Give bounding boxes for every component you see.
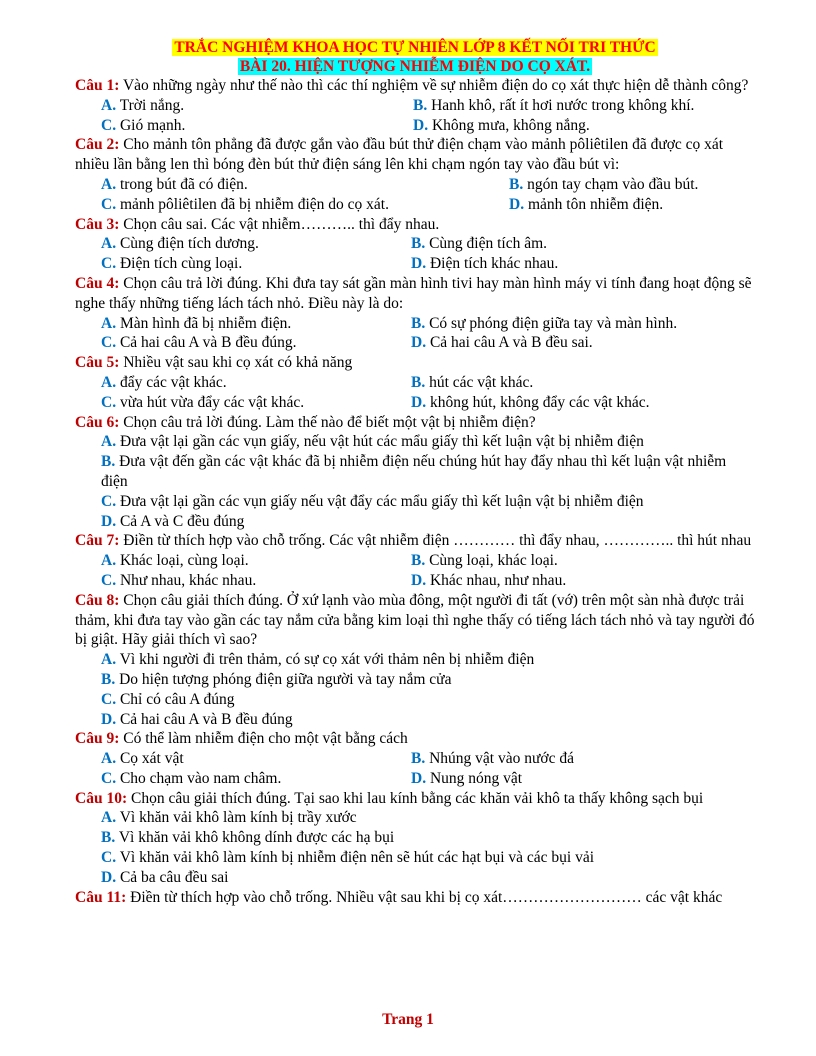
question-6	[75, 413, 755, 433]
option-letter: D.	[411, 334, 427, 352]
option-letter: A.	[101, 235, 117, 253]
option-letter: B.	[413, 96, 428, 114]
option-letter: C.	[101, 195, 117, 213]
options-3	[101, 234, 755, 274]
option-letter: B.	[101, 829, 116, 847]
question-label: Câu 9:	[75, 730, 120, 748]
option-letter: A.	[101, 809, 117, 827]
option-letter: B.	[101, 670, 116, 688]
option-letter: C.	[101, 690, 117, 708]
question-2	[75, 135, 755, 175]
question-label: Câu 2:	[75, 136, 120, 154]
document-page	[75, 38, 755, 907]
option-letter: A.	[101, 314, 117, 332]
option-text: Cả hai câu A và B đều sai.	[429, 334, 593, 352]
question-label: Câu 7:	[75, 532, 120, 550]
question-text: Có thể làm nhiễm điện cho một vật bằng cách	[123, 730, 408, 748]
option-text: Vì khăn vải khô làm kính bị trầy xước	[119, 809, 357, 827]
option-text: Cả hai câu A và B đều đúng.	[119, 334, 297, 352]
option-text: Khác loại, cùng loại.	[119, 552, 249, 570]
options-5	[101, 373, 755, 413]
option-letter: B.	[509, 175, 524, 193]
option-text: Đưa vật lại gần các vụn giấy, nếu vật hút các mẩu giấy thì kết luận vật bị nhiễm điện	[119, 433, 644, 451]
option-text: mảnh pôliêtilen đã bị nhiễm điện do cọ xát.	[119, 195, 389, 213]
option-letter: D.	[101, 710, 117, 728]
option-text: ngón tay chạm vào đầu bút.	[527, 175, 699, 193]
option-text: Do hiện tượng phóng điện giữa người và tay nắm cửa	[119, 670, 452, 688]
option-letter: D.	[411, 769, 427, 787]
option-text: Vì khăn vải khô không dính được các hạ bụi	[118, 829, 395, 847]
option-text: Cả hai câu A và B đều đúng	[119, 710, 293, 728]
question-text: Chọn câu sai. Các vật nhiễm……….. thì đẩy nhau.	[123, 215, 440, 233]
options-4	[101, 314, 755, 354]
option-text: Cùng loại, khác loại.	[429, 552, 558, 570]
document-title	[75, 38, 755, 57]
options-8	[101, 650, 755, 729]
question-label: Câu 4:	[75, 274, 120, 292]
option-letter: C.	[101, 334, 117, 352]
option-text: trong bút đã có điện.	[119, 175, 248, 193]
option-letter: C.	[101, 849, 117, 867]
option-text: Cho chạm vào nam châm.	[119, 769, 282, 787]
option-text: Hanh khô, rất ít hơi nước trong không khí.	[431, 96, 695, 114]
option-text: Điện tích cùng loại.	[119, 255, 243, 273]
option-text: Điện tích khác nhau.	[429, 255, 559, 273]
option-letter: B.	[101, 453, 116, 471]
options-1	[101, 96, 755, 136]
option-letter: D.	[413, 116, 429, 134]
option-letter: A.	[101, 651, 117, 669]
option-text: mảnh tôn nhiễm điện.	[527, 195, 664, 213]
lesson-title	[75, 57, 755, 76]
title-line-2: BÀI 20. HIỆN TƯỢNG NHIỄM ĐIỆN DO CỌ XÁT.	[239, 58, 591, 75]
question-text: Vào những ngày như thế nào thì các thí nghiệm về sự nhiễm điện do cọ xát thực hiện dễ thành công?	[122, 77, 749, 94]
option-letter: B.	[411, 314, 426, 332]
option-text: đẩy các vật khác.	[119, 373, 227, 391]
option-text: Cả ba câu đều sai	[119, 868, 229, 886]
option-text: vừa hút vừa đẩy các vật khác.	[119, 393, 305, 411]
question-text: Điền từ thích hợp vào chỗ trống. Các vật nhiễm điện ………… thì đẩy nhau, ………….. thì hút nhau	[123, 532, 752, 550]
option-letter: D.	[101, 868, 117, 886]
option-letter: C.	[101, 393, 117, 411]
question-label: Câu 1:	[75, 77, 120, 94]
options-9	[101, 749, 755, 789]
option-letter: A.	[101, 433, 117, 451]
options-7	[101, 551, 755, 591]
option-letter: B.	[411, 552, 426, 570]
option-text: Cùng điện tích âm.	[429, 235, 548, 253]
question-text: Nhiều vật sau khi cọ xát có khả năng	[123, 354, 353, 372]
option-text: Khác nhau, như nhau.	[429, 571, 567, 589]
options-10	[101, 808, 755, 887]
option-text: Không mưa, không nắng.	[431, 116, 590, 134]
option-text: Có sự phóng điện giữa tay và màn hình.	[429, 314, 678, 332]
option-text: Trời nắng.	[119, 96, 185, 114]
option-text: Vì khăn vải khô làm kính bị nhiễm điện nên sẽ hút các hạt bụi và các bụi vải	[119, 849, 595, 867]
option-letter: D.	[411, 571, 427, 589]
option-letter: A.	[101, 373, 117, 391]
option-text: Đưa vật đến gần các vật khác đã bị nhiễm điện nếu chúng hút hay đẩy nhau thì kết luận vật nhiễm điện	[101, 453, 727, 490]
options-6	[101, 432, 755, 531]
page-number: Trang 1	[382, 1011, 434, 1028]
option-text: Như nhau, khác nhau.	[119, 571, 257, 589]
question-11	[75, 888, 755, 908]
question-5	[75, 353, 755, 373]
question-text: Điền từ thích hợp vào chỗ trống. Nhiều vật sau khi bị cọ xát……………………… các vật khác	[130, 888, 723, 906]
question-1	[75, 76, 755, 96]
option-letter: D.	[101, 512, 117, 530]
option-letter: A.	[101, 175, 117, 193]
option-text: không hút, không đẩy các vật khác.	[429, 393, 650, 411]
option-text: Cùng điện tích dương.	[119, 235, 259, 253]
question-3	[75, 215, 755, 235]
option-letter: A.	[101, 750, 117, 768]
option-text: hút các vật khác.	[429, 373, 534, 391]
option-letter: C.	[101, 116, 117, 134]
option-text: Cả A và C đều đúng	[119, 512, 245, 530]
option-letter: B.	[411, 235, 426, 253]
question-label: Câu 10:	[75, 789, 128, 807]
option-text: Vì khi người đi trên thảm, có sự cọ xát với thảm nên bị nhiễm điện	[119, 651, 535, 669]
option-letter: C.	[101, 571, 117, 589]
option-letter: D.	[411, 393, 427, 411]
option-letter: A.	[101, 552, 117, 570]
question-8	[75, 591, 755, 650]
option-letter: B.	[411, 750, 426, 768]
question-4	[75, 274, 755, 314]
question-text: Cho mảnh tôn phẳng đã được gắn vào đầu bút thử điện chạm vào mảnh pôliêtilen đã được cọ xát nhiều lần bằng len thì bóng đèn bút thử điện sáng lên khi chạm ngón tay vào đầu bút vì:	[75, 136, 724, 174]
option-letter: C.	[101, 255, 117, 273]
question-label: Câu 5:	[75, 354, 120, 372]
option-text: Gió mạnh.	[119, 116, 186, 134]
option-text: Nhúng vật vào nước đá	[429, 750, 574, 768]
option-text: Nung nóng vật	[429, 769, 523, 787]
question-label: Câu 8:	[75, 591, 120, 609]
option-text: Chỉ có câu A đúng	[119, 690, 235, 708]
question-text: Chọn câu trả lời đúng. Làm thế nào để biết một vật bị nhiễm điện?	[123, 413, 536, 431]
option-letter: C.	[101, 492, 117, 510]
question-text: Chọn câu giải thích đúng. Ở xứ lạnh vào mùa đông, một người đi tất (vớ) trên một sàn nhà được trải thảm, khi đưa tay vào gần các tay nắm cửa bằng kim loại thì nghe thấy có tiếng lách tách nhỏ và tay người đó bị giật. Hãy giải thích vì sao?	[75, 591, 755, 649]
option-letter: D.	[411, 255, 427, 273]
option-text: Màn hình đã bị nhiễm điện.	[119, 314, 292, 332]
question-label: Câu 3:	[75, 215, 120, 233]
question-9	[75, 729, 755, 749]
options-2	[101, 175, 755, 215]
option-text: Đưa vật lại gần các vụn giấy nếu vật đẩy các mẩu giấy thì kết luận vật bị nhiễm điện	[119, 492, 644, 510]
option-letter: B.	[411, 373, 426, 391]
option-text: Cọ xát vật	[119, 750, 184, 768]
title-line-1: TRẮC NGHIỆM KHOA HỌC TỰ NHIÊN LỚP 8 KẾT NỐI TRI THỨC	[174, 39, 656, 56]
question-text: Chọn câu giải thích đúng. Tại sao khi lau kính bằng các khăn vải khô ta thấy không sạch bụi	[130, 789, 704, 807]
question-10	[75, 789, 755, 809]
option-letter: A.	[101, 96, 117, 114]
option-letter: D.	[509, 195, 525, 213]
question-7	[75, 531, 755, 551]
option-letter: C.	[101, 769, 117, 787]
question-label: Câu 6:	[75, 413, 120, 431]
question-text: Chọn câu trả lời đúng. Khi đưa tay sát gần màn hình tivi hay màn hình máy vi tính đang hoạt động sẽ nghe thấy những tiếng lách tách nhỏ. Điều này là do:	[75, 274, 752, 312]
question-label: Câu 11:	[75, 888, 127, 906]
